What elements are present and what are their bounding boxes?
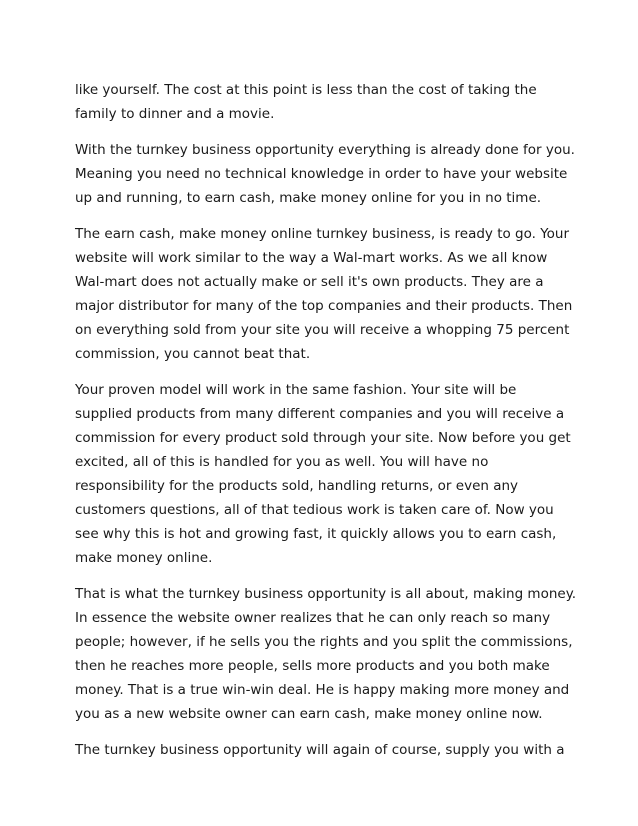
text-line: The turnkey business opportunity will again of course, supply you with a	[75, 742, 565, 758]
text-line: then he reaches more people, sells more products and you both make	[75, 658, 550, 674]
text-line: Your proven model will work in the same fashion. Your site will be	[75, 382, 517, 398]
text-line: responsibility for the products sold, handling returns, or even any	[75, 478, 519, 494]
text-line: money. That is a true win-win deal. He is happy making more money and	[75, 682, 570, 698]
text-line: That is what the turnkey business opportunity is all about, making money.	[75, 586, 577, 602]
paragraph-3	[75, 222, 575, 366]
text-line: website will work similar to the way a Wal-mart works. As we all know	[75, 250, 548, 266]
text-line: on everything sold from your site you will receive a whopping 75 percent	[75, 322, 570, 338]
text-line: supplied products from many different companies and you will receive a	[75, 406, 565, 422]
paragraph-6	[75, 738, 575, 762]
paragraph-2	[75, 138, 575, 210]
document-body	[75, 78, 575, 774]
text-line: In essence the website owner realizes that he can only reach so many	[75, 610, 551, 626]
text-line: commission, you cannot beat that.	[75, 346, 311, 362]
text-line: like yourself. The cost at this point is less than the cost of taking the	[75, 82, 537, 98]
text-line: up and running, to earn cash, make money online for you in no time.	[75, 190, 542, 206]
text-line: people; however, if he sells you the rights and you split the commissions,	[75, 634, 573, 650]
text-line: customers questions, all of that tedious work is taken care of. Now you	[75, 502, 554, 518]
paragraph-4	[75, 378, 575, 570]
text-line: you as a new website owner can earn cash, make money online now.	[75, 706, 543, 722]
text-line: major distributor for many of the top companies and their products. Then	[75, 298, 573, 314]
text-line: see why this is hot and growing fast, it quickly allows you to earn cash,	[75, 526, 557, 542]
text-line: make money online.	[75, 550, 213, 566]
text-line: family to dinner and a movie.	[75, 106, 275, 122]
text-line: With the turnkey business opportunity everything is already done for you.	[75, 142, 575, 158]
text-line: excited, all of this is handled for you as well. You will have no	[75, 454, 489, 470]
paragraph-1	[75, 78, 575, 126]
text-line: commission for every product sold through your site. Now before you get	[75, 430, 571, 446]
text-line: Meaning you need no technical knowledge in order to have your website	[75, 166, 568, 182]
text-line: Wal-mart does not actually make or sell it's own products. They are a	[75, 274, 544, 290]
paragraph-5	[75, 582, 575, 726]
text-line: The earn cash, make money online turnkey business, is ready to go. Your	[75, 226, 570, 242]
